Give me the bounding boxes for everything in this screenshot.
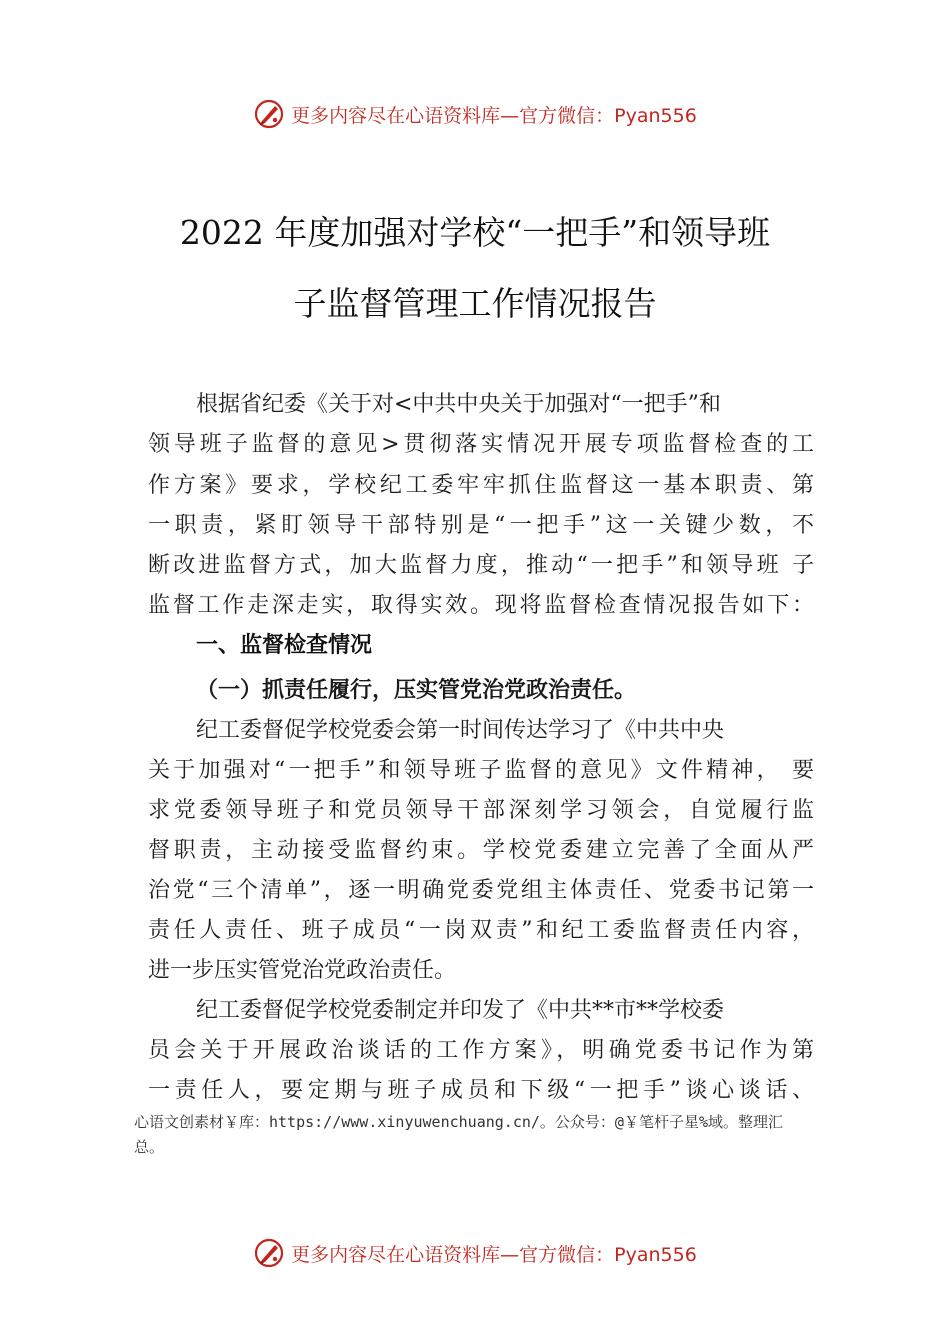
paragraph-line: 根据省纪委《关于对<中共中央关于加强对“一把手”和: [196, 392, 721, 417]
paragraph-line: 一职责，紧盯领导干部特别是“一把手”这一关键少数，不: [148, 513, 814, 538]
paragraph-line: 领导班子监督的意见>贯彻落实情况开展专项监督检查的工: [148, 432, 814, 457]
paragraph-line: 治党“三个清单”，逐一明确党委党组主体责任、党委书记第一: [148, 878, 814, 903]
banner-text: 更多内容尽在心语资料库—官方微信：Pyan556: [291, 1243, 697, 1266]
paragraph-line: 求党委领导班子和党员领导干部深刻学习领会，自觉履行监: [148, 798, 814, 823]
header-banner: [0, 94, 950, 134]
paragraph-line: 作方案》要求，学校纪工委牢牢抓住监督这一基本职责、第: [148, 473, 814, 498]
paragraph-line: 一责任人，要定期与班子成员和下级“一把手”谈心谈话、: [148, 1078, 814, 1103]
paragraph-line: 纪工委督促学校党委制定并印发了《中共**市**学校委: [196, 998, 725, 1023]
paragraph-line: 关于加强对“一把手”和领导班子监督的意见》文件精神， 要: [148, 758, 814, 783]
section-heading: 一、监督检查情况: [196, 633, 373, 658]
quill-pen-logo-icon: [253, 98, 285, 130]
quill-pen-logo-icon: [253, 1237, 285, 1269]
document-title-line-2: 子监督管理工作情况报告: [293, 284, 657, 323]
footnote-line: 总。: [134, 1138, 165, 1156]
document-title-line-1: 2022 年度加强对学校“一把手”和领导班: [179, 213, 771, 252]
paragraph-line: 断改进监督方式，加大监督力度，推动“一把手”和领导班 子: [148, 553, 814, 578]
paragraph-line: 责任人责任、班子成员“一岗双责”和纪工委监督责任内容，: [148, 918, 814, 943]
paragraph-line: 督职责，主动接受监督约束。学校党委建立完善了全面从严: [148, 838, 814, 863]
subsection-heading: （一）抓责任履行，压实管党治党政治责任。: [196, 677, 637, 703]
footnote-line: 心语文创素材￥库：https://www.xinyuwenchuang.cn/。公众号：@￥笔杆子星%域。整理汇: [134, 1113, 783, 1131]
paragraph-line: 监督工作走深走实，取得实效。现将监督检查情况报告如下：: [148, 593, 814, 618]
banner-text: 更多内容尽在心语资料库—官方微信：Pyan556: [291, 104, 697, 127]
footer-banner: [0, 1233, 950, 1273]
paragraph-line: 员会关于开展政治谈话的工作方案》，明确党委书记作为第: [148, 1038, 814, 1063]
paragraph-line: 纪工委督促学校党委会第一时间传达学习了《中共中央: [196, 718, 725, 743]
paragraph-line: 进一步压实管党治党政治责任。: [148, 958, 457, 983]
